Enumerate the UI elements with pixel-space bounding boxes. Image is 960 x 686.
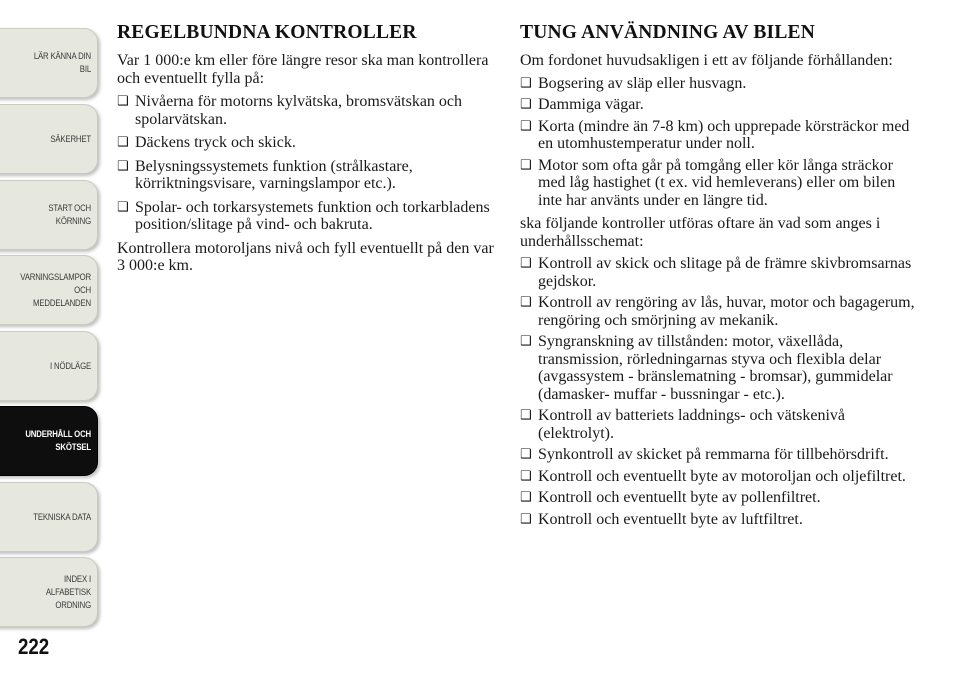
tab-i-nodlage[interactable] [0, 331, 98, 401]
list-item: ❑ Belysningssystemets funktion (strålkastare, körriktningsvisare, varningslampor etc.). [117, 158, 502, 193]
list-item: ❑ Korta (mindre än 7-8 km) och upprepade körsträckor med en utomhustemperatur under noll. [520, 118, 915, 153]
tab-sakerhet[interactable] [0, 104, 98, 174]
tab-underhall-och-skotsel[interactable] [0, 406, 98, 476]
tab-label: INDEX I ALFABETISK ORDNING [45, 573, 91, 611]
list-item: ❑ Dammiga vägar. [520, 96, 915, 114]
list-item: ❑ Kontroll och eventuellt byte av pollenfiltret. [520, 489, 915, 507]
list-item: ❑ Bogsering av släp eller husvagn. [520, 75, 915, 93]
tab-label: UNDERHÅLL OCH SKÖTSEL [25, 429, 91, 453]
list-item: ❑ Synkontroll av skicket på remmarna för tillbehörsdrift. [520, 446, 915, 464]
section-heading: TUNG ANVÄNDNING AV BILEN [520, 22, 816, 43]
intro-text: Var 1 000:e km eller före längre resor ska man kontrollera och eventuellt fylla på: [117, 52, 489, 87]
list-item: ❑ Motor som ofta går på tomgång eller kör långa sträckor med låg hastighet (t ex. vid hemleverans) eller om bilen inte har använts under en längre tid. [520, 157, 915, 210]
intro-text: Om fordonet huvudsakligen i ett av följande förhållanden: [520, 52, 893, 69]
tab-label: VARNINGSLAMPOR OCH MEDDELANDEN [20, 271, 91, 309]
regular-checks-section [117, 22, 502, 281]
heavy-use-section [520, 22, 915, 534]
tab-start-och-korning[interactable] [0, 180, 98, 250]
check-list [117, 93, 502, 234]
middle-text: ska följande kontroller utföras oftare än vad som anges i underhållsschemat: [520, 215, 881, 250]
list-item: ❑ Kontroll av skick och slitage på de främre skivbromsarnas gejdskor. [520, 255, 915, 290]
list-item: ❑ Nivåerna för motorns kylvätska, bromsvätskan och spolarvätskan. [117, 93, 502, 128]
page-number: 222 [18, 634, 50, 659]
tab-varningslampor[interactable] [0, 255, 98, 325]
list-item: ❑ Kontroll och eventuellt byte av motoroljan och oljefiltret. [520, 468, 915, 486]
list-item: ❑ Kontroll av rengöring av lås, huvar, motor och bagagerum, rengöring och smörjning av mekanik. [520, 294, 915, 329]
tab-index[interactable] [0, 557, 98, 627]
tab-tekniska-data[interactable] [0, 482, 98, 552]
tab-label: LÄR KÄNNA DIN BIL [33, 51, 91, 75]
tab-lar-kanna-din-bil[interactable] [0, 28, 98, 98]
outro-text: Kontrollera motoroljans nivå och fyll eventuellt på den var 3 000:e km. [117, 239, 494, 274]
check-list [520, 255, 915, 528]
tab-label: START OCH KÖRNING [48, 203, 91, 227]
section-heading: REGELBUNDNA KONTROLLER [117, 22, 417, 43]
list-item: ❑ Kontroll och eventuellt byte av luftfiltret. [520, 511, 915, 529]
list-item: ❑ Syngranskning av tillstånden: motor, växellåda, transmission, rörledningarnas styva och flexibla delar (avgassystem - bränslematning - bromsar), gummidelar (damasker- muffar - bussningar - etc.). [520, 333, 915, 403]
list-item: ❑ Kontroll av batteriets laddnings- och vätskenivå (elektrolyt). [520, 407, 915, 442]
list-item: ❑ Däckens tryck och skick. [117, 134, 502, 152]
chapter-tabs [0, 0, 100, 686]
tab-label: SÄKERHET [50, 133, 91, 145]
condition-list [520, 75, 915, 210]
list-item: ❑ Spolar- och torkarsystemets funktion och torkarbladens position/slitage på vind- och bakruta. [117, 199, 502, 234]
tab-label: TEKNISKA DATA [33, 511, 91, 523]
tab-label: I NÖDLÄGE [50, 360, 91, 372]
